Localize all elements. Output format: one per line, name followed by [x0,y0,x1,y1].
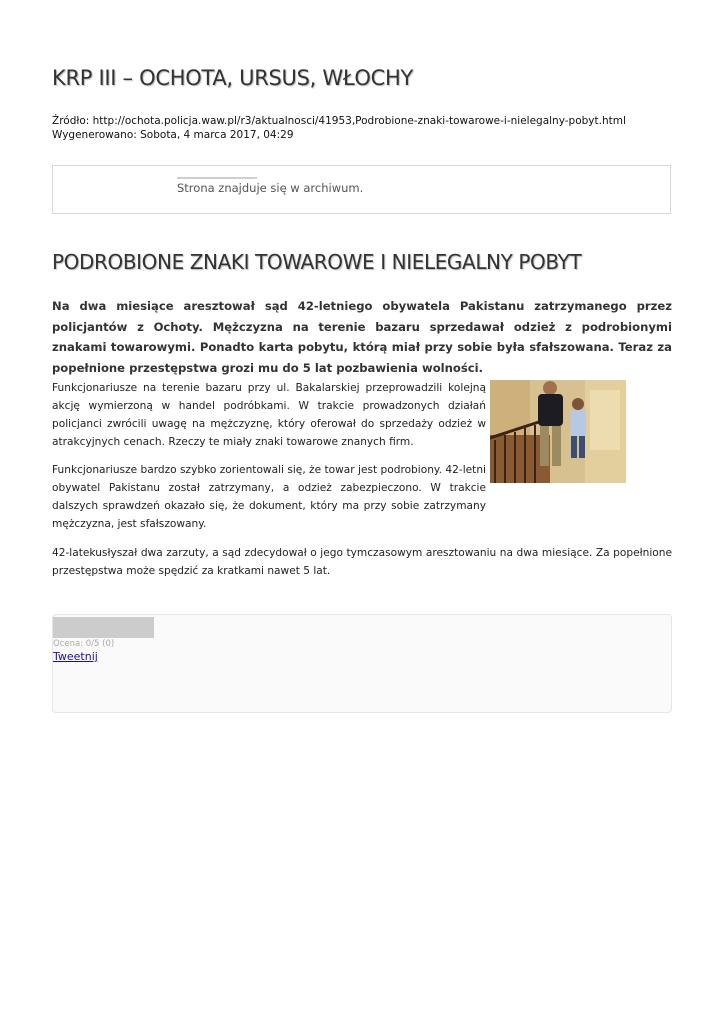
article-paragraph: Funkcjonariusze na terenie bazaru przy ul. Bakalarskiej przeprowadzili kolejną akcję wymierzoną w handel podróbkami. W trakcie prowadzonych działań policjanci zwrócili uwagę na mężczyznę, który oferował do sprzedaży odzież w atrakcyjnych cenach. Rzeczy te miały znaki towarowe znanych firm. [52,382,486,448]
article-paragraph: 42-latekusłyszał dwa zarzuty, a sąd zdecydował o jego tymczasowym aresztowaniu na dwa miesiące. Za popełnione przestępstwa może spędzić za kratkami nawet 5 lat. [52,547,672,577]
archive-notice-box [52,165,671,214]
document-meta [52,114,626,142]
article-lead: Na dwa miesiące aresztował sąd 42-letniego obywatela Pakistanu zatrzymanego przez policjantów z Ochoty. Mężczyzna na terenie bazaru sprzedawał odzież z podrobionymi znakami towarowymi. Ponadto karta pobytu, którą miał przy sobie była sfałszowana. Teraz za popełnione przestępstwa grozi mu do 5 lat pozbawienia wolności. [52,299,672,375]
rating-score: Ocena: 0/5 (0) [53,639,115,649]
source-line: Źródło: http://ochota.policja.waw.pl/r3/aktualnosci/41953,Podrobione-znaki-towarowe-i-nielegalny-pobyt.html [52,115,626,127]
article-photo [490,380,626,483]
generated-line: Wygenerowano: Sobota, 4 marca 2017, 04:29 [52,129,294,141]
rating-stars[interactable] [53,617,154,638]
archive-notice: Strona znajduje się w archiwum. [177,181,364,195]
article-title: PODROBIONE ZNAKI TOWAROWE I NIELEGALNY POBYT [52,250,582,274]
site-title: KRP III – OCHOTA, URSUS, WŁOCHY [52,66,413,90]
archive-divider [177,177,257,179]
rating-box [52,614,672,713]
tweet-link[interactable]: Tweetnij [53,650,98,663]
article-paragraph: Funkcjonariusze bardzo szybko zorientowali się, że towar jest podrobiony. 42-letni obywatel Pakistanu został zatrzymany, a odzież zabezpieczono. W trakcie dalszych sprawdzeń okazało się, że dokument, który ma przy sobie zatrzymany mężczyzna, jest sfałszowany. [52,464,486,530]
